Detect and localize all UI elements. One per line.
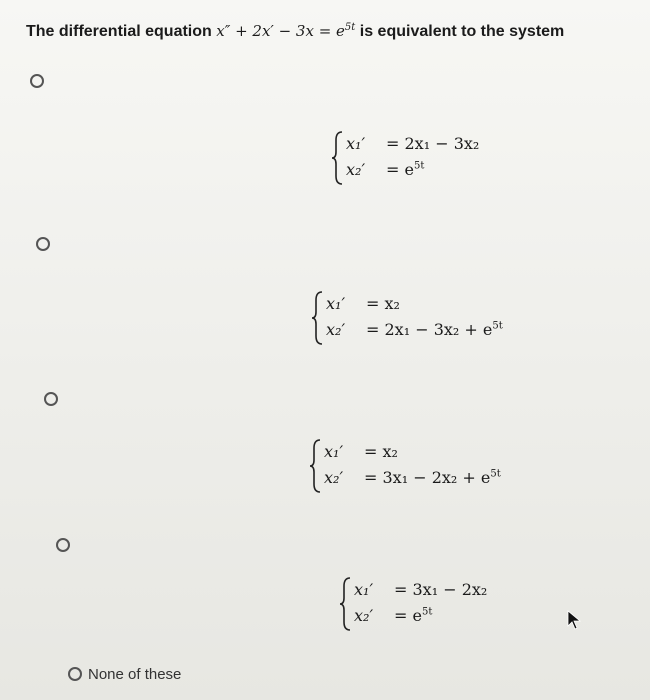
option-1-radio[interactable] (30, 74, 44, 88)
option-3-row-2: $x_2' = 3x_1 - 2x_2 + e^{5t}$ (324, 468, 501, 487)
option-3-system (308, 438, 538, 498)
option-4-row-1: x₁′ = 3x₁ − 2x₂ (354, 580, 488, 599)
option-3-row-1: x₁′ = x₂ (324, 442, 398, 461)
option-2-row-2: $x_2' = 2x_1 - 3x_2 + e^{5t}$ (326, 320, 503, 339)
option-2-row-1: x₁′ = x₂ (326, 294, 400, 313)
brace-icon (338, 576, 352, 632)
question-equation: $x'' + 2x' - 3x = e^{5t}$ (216, 22, 356, 40)
option-none-radio[interactable] (68, 667, 82, 681)
option-2-radio[interactable] (36, 237, 50, 251)
mouse-cursor-icon (566, 610, 582, 630)
brace-icon (308, 438, 322, 494)
option-4-radio[interactable] (56, 538, 70, 552)
option-none[interactable] (68, 664, 181, 684)
brace-icon (330, 130, 344, 186)
option-3-radio[interactable] (44, 392, 58, 406)
option-none-label: None of these (88, 665, 182, 683)
question-suffix: is equivalent to the system (359, 23, 565, 40)
option-1-row-2: $x_2' = e^{5t}$ (346, 160, 425, 179)
option-2-system (310, 290, 540, 350)
option-4-system (338, 576, 538, 636)
question-text (26, 20, 636, 43)
option-4-row-2: $x_2' = e^{5t}$ (354, 606, 433, 625)
question-prefix: The differential equation (26, 23, 212, 40)
option-1-row-1: x₁′ = 2x₁ − 3x₂ (346, 134, 480, 153)
option-1-system (330, 130, 530, 190)
brace-icon (310, 290, 324, 346)
